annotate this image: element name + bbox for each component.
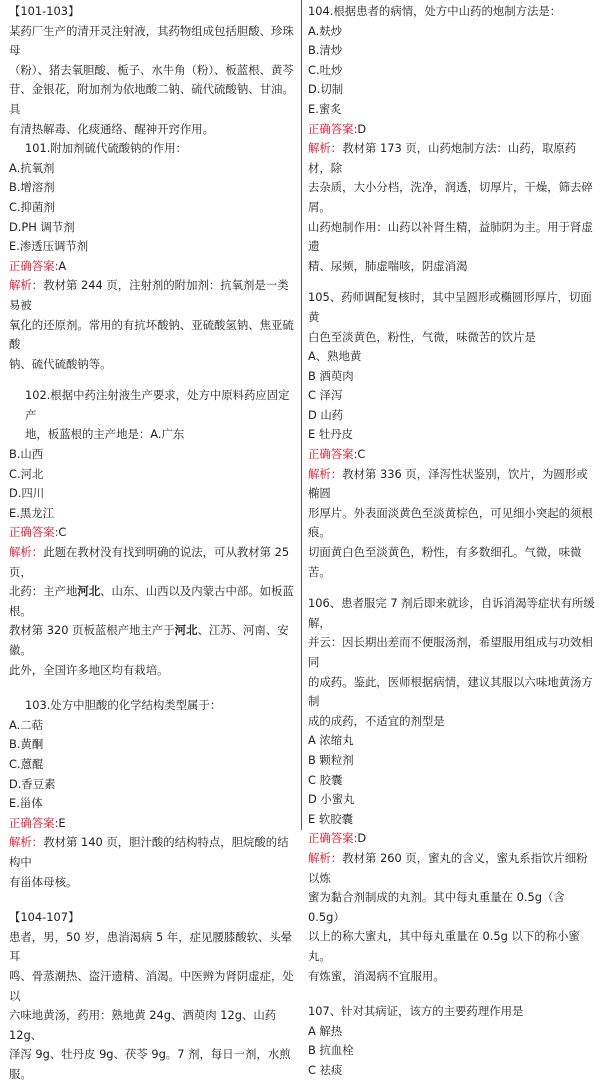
stem-line: 鸣、骨蒸潮热、盗汗遗精、消渴。中医辨为肾阴虚症，处以 [9,968,294,1003]
option-e: E 牡丹皮 [308,427,353,442]
option-c: C 胶囊 [308,772,343,787]
stem-line: 患者，男，50 岁，患消渴病 5 年，症见腰膝酸软、头晕耳 [9,929,293,964]
answer-line [9,814,297,834]
answer-label: 正确答案: [9,258,59,273]
option-b: B.黄酮 [9,737,44,752]
option-b: B.清炒 [308,43,343,58]
analysis-label: 解析： [9,278,44,293]
option-a: A、熟地黄 [308,349,362,364]
answer-label: 正确答案: [308,831,358,846]
analysis-line: 教材第 320 页板蓝根产地主产于河北、江苏、河南、安徽。 [9,623,289,657]
stem-line: 某药厂生产的清开灵注射液，其药物组成包括胆酸、珍珠母 [9,23,294,58]
option-b: B.增溶剂 [9,180,55,195]
answer-value: A [58,258,67,273]
stem-line: 苷、金银花，附加剂为依地酸二钠、硫代硫酸钠、甘油。具 [9,82,294,116]
stem-line: 泽泻 9g、牡丹皮 9g、茯苓 9g。7 剂，每日一剂，水煎服。 [9,1047,291,1081]
answer-label: 正确答案: [308,121,358,136]
question-104 [308,2,596,276]
analysis-line: 山药炮制作用：山药以补肾生精，益肺阴为主。用于肾虚遗 [308,219,593,254]
option-e: E.黑龙江 [9,505,54,520]
analysis-line: 此外，全国许多地区均有栽培。 [9,662,169,677]
analysis-line: 此题在教材没有找到明确的说法，可从教材第 25 页， [9,545,290,579]
option-b: B 颗粒剂 [308,752,354,767]
analysis-line: 形厚片。外表面淡黄色至淡黄棕色，可见细小突起的须根痕。 [308,505,593,540]
option-c: C.抑菌剂 [9,199,55,214]
question-101 [9,139,297,374]
analysis-block [9,543,297,680]
emphasis-hebei: 河北 [174,623,198,638]
stem-line: 六味地黄汤，药用：熟地黄 24g、酒萸肉 12g、山药 12g、 [9,1008,277,1042]
analysis-block [9,833,297,892]
question-stem-101-103 [9,22,297,140]
analysis-line: 教材第 244 页，注射剂的附加剂：抗氧剂是一类易被 [9,278,289,312]
option-e: E.渗透压调节剂 [9,239,89,254]
right-column [302,0,602,1077]
question-105 [308,288,596,582]
option-c: C.吐炒 [308,62,343,77]
analysis-line: 有甾体母核。 [9,874,78,889]
analysis-label: 解析： [308,466,343,481]
analysis-line: 切面黄白色至淡黄色，粉性，有多数细孔。气微，味微苦。 [308,545,582,579]
question-107-text: 107、针对其病证，该方的主要药理作用是 [308,1004,524,1019]
stem-line: 有清热解毒、化痰通络、醒神开窍作用。 [9,121,215,136]
question-105-text: 白色至淡黄色，粉性，气微，味微苦的饮片是 [308,329,536,344]
question-106-text: 成的成药，不适宜的剂型是 [308,713,445,728]
option-a: A.麸炒 [308,23,342,38]
option-e: E.蜜炙 [308,101,342,116]
group-header-101-103: 【101-103】 [9,4,80,18]
question-106-text: 的成药。鉴此，医师根据病情，建议其服以六味地黄汤方制 [308,674,593,709]
analysis-line: 去杂质，大小分档，洗净，润透，切厚片，干燥，筛去碎屑。 [308,180,593,214]
answer-line [308,445,596,465]
analysis-line: 以上的称大蜜丸，其中每丸重量在 0.5g 以下的称小蜜丸。 [308,929,580,963]
option-a: A 解热 [308,1023,343,1038]
question-102-text: 102.根据中药注射液生产要求，处方中原料药应固定产 [25,388,290,422]
question-106 [308,594,596,986]
option-d: D.四川 [9,486,45,501]
answer-value: C [58,525,67,540]
analysis-line: 精、尿频，肺虚喘咳，阴虚消渴 [308,258,468,273]
analysis-label: 解析： [308,850,343,865]
option-e: E.甾体 [9,796,43,811]
option-c: C 祛痰 [308,1062,343,1077]
question-106-text: 106、患者服完 7 剂后即来就诊，自诉消渴等症状有所缓解， [308,596,595,630]
analysis-label: 解析： [9,835,44,850]
option-b: B.山西 [9,447,44,462]
question-105-text: 105、药师调配复核时，其中呈圆形或椭圆形厚片，切面黄 [308,290,592,324]
analysis-line: 教材第 336 页，泽泻性状鉴别，饮片，为圆形或椭圆 [308,466,588,501]
analysis-label: 解析： [9,545,44,560]
option-e: E 软胶囊 [308,811,353,826]
option-d: D.香豆素 [9,776,56,791]
answer-value: E [58,815,66,830]
option-d: D 山药 [308,407,344,422]
analysis-block [9,276,297,374]
answer-line [9,257,297,277]
left-column [0,0,301,1081]
answer-value: C [357,447,366,462]
answer-line [308,829,596,849]
option-c: C 泽泻 [308,388,343,403]
question-106-text: 并云：因长期出差而不便服汤剂，希望服用组成与功效相同 [308,635,593,669]
analysis-line: 教材第 140 页，胆汁酸的结构特点，胆烷酸的结构中 [9,835,289,869]
answer-label: 正确答案: [9,525,59,540]
answer-value: D [357,121,367,136]
answer-label: 正确答案: [308,447,358,462]
option-a: A.抗氧剂 [9,160,55,175]
option-c: C.河北 [9,466,44,481]
question-102-text: 地，板蓝根的主产地是：A.广东 [25,427,185,442]
option-d: D.PH 调节剂 [9,219,75,234]
question-103-text: 103.处方中胆酸的化学结构类型属于： [25,698,222,713]
stem-line: （粉）、猪去氧胆酸、栀子、水牛角（粉）、板蓝根、黄芩 [9,62,294,77]
option-d: D 小蜜丸 [308,792,355,807]
analysis-line: 有炼蜜，消渴病不宜服用。 [308,968,445,983]
analysis-line: 氧化的还原剂。常用的有抗坏酸钠、亚硫酸氢钠、焦亚硫酸 [9,317,294,352]
question-stem-104-107 [9,928,297,1084]
question-102 [9,386,297,680]
analysis-line: 教材第 173 页，山药炮制方法：山药，取原药材，除 [308,141,577,175]
answer-line [308,120,596,140]
emphasis-hebei: 河北 [77,584,101,599]
question-104-text: 104.根据患者的病情，处方中山药的炮制方法是： [308,4,562,18]
question-103 [9,696,297,892]
option-d: D.切制 [308,82,344,97]
analysis-block [308,849,596,986]
answer-line [9,523,297,543]
analysis-line: 北药：主产地河北、山东、山西以及内蒙古中部。如板蓝根。 [9,584,294,618]
analysis-line: 钠、硫代硫酸钠等。 [9,356,112,371]
group-header-104-107: 【104-107】 [9,910,80,925]
option-c: C.蒽醌 [9,756,44,771]
answer-value: D [357,831,367,846]
question-107 [308,1002,596,1080]
analysis-line: 教材第 260 页，蜜丸的含义，蜜丸系指饮片细粉以炼 [308,850,588,885]
analysis-line: 蜜为黏合剂制成的丸剂。其中每丸重量在 0.5g（含 0.5g） [308,890,565,924]
option-b: B 抗血栓 [308,1043,354,1058]
option-a: A.二萜 [9,717,43,732]
analysis-label: 解析： [308,141,343,156]
option-a: A 浓缩丸 [308,733,354,748]
option-b: B 酒萸肉 [308,368,354,383]
answer-label: 正确答案: [9,815,59,830]
analysis-block [308,465,596,583]
question-101-text: 101.附加剂硫代硫酸钠的作用： [25,141,188,156]
analysis-block [308,139,596,276]
